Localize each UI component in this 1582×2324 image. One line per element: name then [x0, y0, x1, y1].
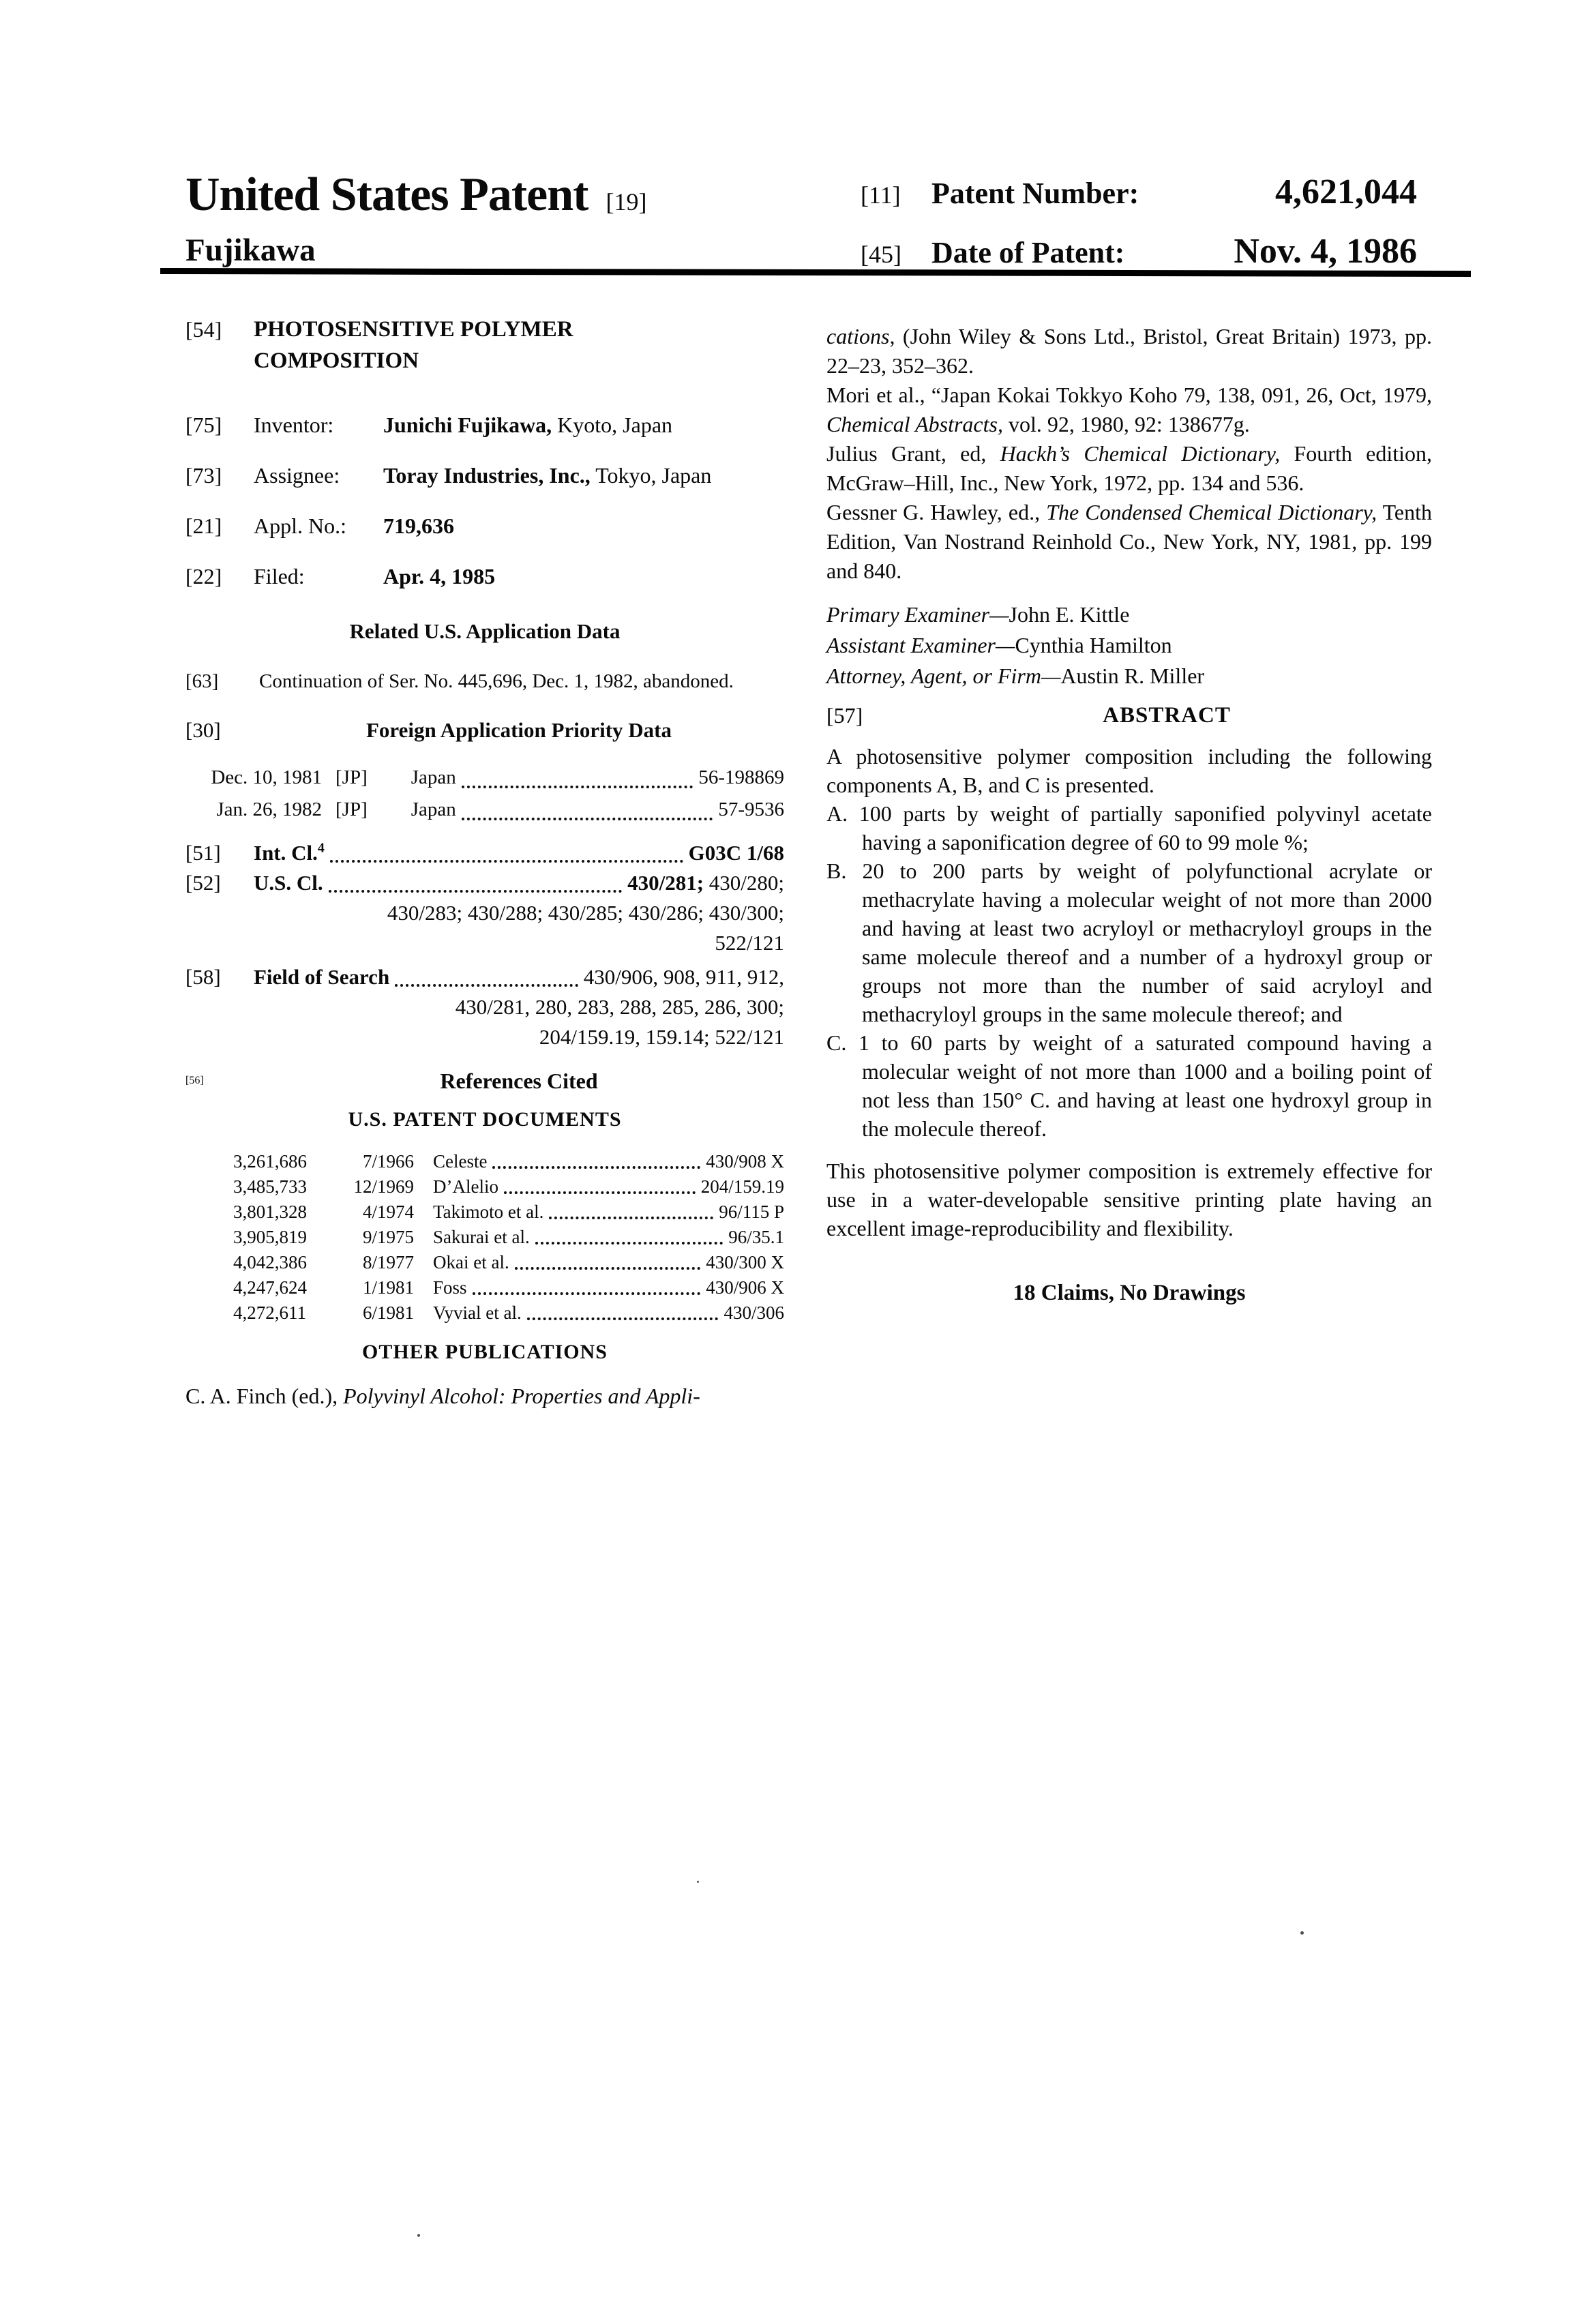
field-int-cl: [185, 838, 784, 868]
reference-row: [233, 1225, 784, 1250]
publication-paragraph: [826, 322, 1432, 381]
field-appl-no-value: 719,636: [383, 513, 454, 538]
publication-text: Julius Grant, ed,: [826, 441, 1000, 466]
examiner-name: Cynthia Hamilton: [1015, 633, 1172, 657]
ref-number: 4,247,624: [233, 1277, 307, 1298]
ref-number: 4,272,611: [233, 1302, 306, 1323]
us-cl-continuation-line: 522/121: [715, 931, 784, 955]
dot-leader: [504, 1191, 696, 1194]
attorney-label: Attorney, Agent, or Firm—: [826, 664, 1061, 688]
ref-date: 1/1981: [362, 1277, 414, 1298]
scan-speck: [1300, 1931, 1304, 1935]
patent-number-bracket: [11]: [861, 181, 901, 209]
ref-name: Vyvial et al.: [433, 1302, 522, 1323]
priority-date: Dec. 10, 1981: [211, 766, 322, 788]
field-filed-code: [22]: [185, 564, 222, 589]
abstract-item-a: A. 100 parts by weight of partially saponified polyvinyl acetate having a saponification degree of 60 to 99 mole %;: [826, 801, 1432, 854]
search-continuation-line: 204/159.19, 159.14; 522/121: [539, 1025, 784, 1049]
examiners-block: [826, 599, 1432, 691]
reference-row: [233, 1200, 784, 1225]
inventor-surname: Fujikawa: [185, 233, 316, 268]
field-continuation-code: [63]: [185, 670, 219, 692]
foreign-priority-heading: Foreign Application Priority Data: [365, 718, 672, 742]
priority-number: 56-198869: [698, 766, 784, 788]
us-cl-continuation: [185, 898, 784, 928]
abstract-item-c: C. 1 to 60 parts by weight of a saturated compound having a molecular weight of not more than 1000 and a boiling point of not less than 150° C. and having at least one hydroxyl group in the molecule thereof.: [826, 1030, 1432, 1141]
dot-leader: [395, 984, 578, 987]
dot-leader: [527, 1317, 719, 1320]
field-appl-no-code: [21]: [185, 513, 222, 538]
ref-class: 96/115 P: [719, 1202, 784, 1222]
publication-text: Gessner G. Hawley, ed.,: [826, 500, 1047, 524]
publication-paragraph: [826, 498, 1432, 586]
dot-leader: [462, 786, 693, 788]
ref-class: 204/159.19: [700, 1176, 784, 1197]
reference-row: [233, 1250, 784, 1275]
priority-country-code: [JP]: [335, 766, 368, 788]
search-continuation: [185, 1022, 784, 1052]
dot-leader: [462, 818, 713, 820]
date-value: Nov. 4, 1986: [1234, 232, 1417, 271]
finch-citation-title: Polyvinyl Alcohol: Properties and Appli-: [343, 1384, 700, 1408]
dot-leader: [535, 1242, 723, 1245]
field-inventor-label: Inventor:: [254, 413, 334, 437]
right-column: [826, 322, 1432, 1306]
abstract-intro: A photosensitive polymer composition including the following components A, B, and C is presented.: [826, 744, 1432, 797]
field-filed-label: Filed:: [254, 564, 305, 589]
ref-date: 7/1966: [362, 1151, 414, 1172]
inventor-name: Junichi Fujikawa,: [383, 413, 552, 437]
field-search-value: 430/906, 908, 911, 912,: [583, 965, 784, 989]
field-us-cl: [185, 868, 784, 898]
ref-number: 3,485,733: [233, 1176, 307, 1197]
publication-italic: cations,: [826, 324, 895, 348]
field-title-code: [54]: [185, 317, 222, 342]
priority-row: [185, 794, 784, 826]
ref-date: 4/1974: [362, 1202, 414, 1222]
dot-leader: [515, 1267, 701, 1270]
references-table: [185, 1149, 784, 1326]
field-us-cl-code: [52]: [185, 871, 221, 895]
attorney-line: [826, 661, 1432, 691]
primary-examiner-line: [826, 599, 1432, 630]
examiner-name: John E. Kittle: [1009, 602, 1130, 627]
ref-date: 8/1977: [362, 1252, 414, 1272]
ref-class: 430/306: [723, 1302, 784, 1323]
publication-text: Fourth edition, McGraw–Hill, Inc., New York, 1972, pp. 134 and 536.: [826, 441, 1433, 495]
references-code: [56]: [185, 1075, 204, 1086]
abstract-outro: This photosensitive polymer composition is extremely effective for use in a water-developable sensitive printing plate having an excellent image-reproducibility and flexibility.: [826, 1159, 1432, 1240]
priority-number: 57-9536: [718, 799, 784, 820]
ref-date: 9/1975: [362, 1227, 414, 1247]
reference-row: [233, 1174, 784, 1200]
publication-text: vol. 92, 1980, 92: 138677g.: [1002, 412, 1250, 436]
claims-line: 18 Claims, No Drawings: [1013, 1281, 1246, 1305]
publication-paragraph: [826, 439, 1432, 498]
foreign-priority-heading-row: [185, 717, 784, 744]
scan-speck: [697, 1881, 699, 1883]
us-cl-continuation: [185, 928, 784, 958]
field-filed: [185, 562, 784, 591]
publication-italic: The Condensed Chemical Dictionary,: [1046, 500, 1377, 524]
field-assignee-code: [73]: [185, 463, 222, 488]
field-assignee: [185, 461, 784, 490]
ref-name: Sakurai et al.: [433, 1227, 530, 1247]
patent-title-text: United States Patent: [185, 168, 588, 221]
ref-class: 430/908 X: [706, 1151, 784, 1172]
ref-number: 3,801,328: [233, 1202, 307, 1222]
publication-italic: Chemical Abstracts,: [826, 412, 1003, 436]
us-cl-label: U.S. Cl.: [254, 871, 323, 895]
publication-text: (John Wiley & Sons Ltd., Bristol, Great Britain) 1973, pp. 22–23, 352–362.: [826, 324, 1432, 378]
field-appl-no-label: Appl. No.:: [254, 513, 346, 538]
dot-leader: [330, 860, 683, 863]
field-assignee-label: Assignee:: [254, 463, 340, 488]
publication-text: Mori et al., “Japan Kokai Tokkyo Koho 79, 138, 091, 26, Oct, 1979,: [826, 383, 1432, 407]
field-inventor-code: [75]: [185, 413, 222, 437]
int-cl-label: Int. Cl.$^4$: [254, 840, 325, 865]
related-data-heading: Related U.S. Application Data: [349, 619, 621, 643]
int-cl-superscript: 4: [317, 840, 325, 856]
search-continuation-line: 430/281, 280, 283, 288, 285, 286, 300;: [455, 995, 784, 1019]
abstract-item-b: B. 20 to 200 parts by weight of polyfunctional acrylate or methacrylate having a molecular weight of not more than 2000 and having at least two acryloyl or methacryloyl groups in the same molecule thereof and a number of a hydroxyl group or groups not more than the number of said acryloyl and methacryloyl groups in the same molecule thereof; and: [826, 859, 1432, 1026]
field-continuation: [185, 668, 784, 695]
ref-name: Takimoto et al.: [433, 1202, 544, 1222]
us-cl-primary: 430/281;: [627, 871, 704, 895]
priority-date: Jan. 26, 1982: [216, 799, 322, 820]
ref-number: 3,261,686: [233, 1151, 307, 1172]
publication-paragraph: [826, 381, 1432, 439]
ref-number: 4,042,386: [233, 1252, 307, 1272]
dot-leader: [329, 890, 622, 893]
field-search-label: Field of Search: [254, 965, 390, 989]
abstract-code: [57]: [826, 703, 863, 728]
scan-speck: [417, 2234, 420, 2237]
abstract-body: [826, 742, 1432, 1242]
field-assignee-value: [383, 461, 784, 490]
priority-country: Japan: [411, 766, 456, 788]
search-continuation: [185, 992, 784, 1022]
field-search: [185, 962, 784, 992]
field-int-cl-code: [51]: [185, 841, 221, 865]
assignee-name: Toray Industries, Inc.,: [383, 463, 591, 488]
ref-class: 430/300 X: [706, 1252, 784, 1272]
examiner-label: Assistant Examiner—: [826, 633, 1015, 657]
dot-leader: [549, 1217, 713, 1219]
attorney-name: Austin R. Miller: [1060, 664, 1205, 688]
date-bracket: [45]: [861, 241, 901, 268]
dot-leader: [473, 1292, 701, 1295]
us-cl-continuation-line: 430/283; 430/288; 430/285; 430/286; 430/300;: [387, 901, 784, 925]
left-column: [185, 314, 784, 1411]
field-appl-no: [185, 511, 784, 540]
ref-date: 6/1981: [362, 1302, 414, 1323]
priority-country: Japan: [411, 799, 456, 820]
us-cl-secondary: 430/280;: [704, 871, 784, 895]
abstract-heading: ABSTRACT: [1103, 703, 1231, 728]
field-search-code: [58]: [185, 965, 221, 989]
kind-code: [19]: [606, 188, 647, 215]
ref-name: Okai et al.: [433, 1252, 509, 1272]
ref-class: 96/35.1: [728, 1227, 784, 1247]
dot-leader: [492, 1166, 700, 1169]
assignee-location: Tokyo, Japan: [590, 463, 712, 488]
inventor-location: Kyoto, Japan: [552, 413, 673, 437]
us-cl-value: [627, 868, 784, 898]
patent-number-value: 4,621,044: [1275, 173, 1417, 211]
finch-citation-author: C. A. Finch (ed.),: [185, 1384, 344, 1408]
field-inventor-value: [383, 411, 784, 439]
examiner-label: Primary Examiner—: [826, 602, 1009, 627]
foreign-priority-code: [30]: [185, 718, 221, 742]
patent-number-label: Patent Number:: [931, 177, 1139, 210]
patent-title: [185, 168, 646, 222]
ref-name: D’Alelio: [433, 1176, 498, 1197]
references-heading: References Cited: [440, 1069, 598, 1093]
reference-row: [233, 1300, 784, 1326]
us-patent-documents-heading: U.S. PATENT DOCUMENTS: [348, 1108, 622, 1131]
reference-row: [233, 1149, 784, 1174]
ref-class: 430/906 X: [706, 1277, 784, 1298]
publication-italic: Hackh’s Chemical Dictionary,: [1000, 441, 1281, 466]
ref-name: Celeste: [433, 1151, 488, 1172]
assistant-examiner-line: [826, 630, 1432, 661]
int-cl-value: G03C 1/68: [688, 841, 784, 865]
publication-text: Tenth Edition, Van Nostrand Reinhold Co., New York, NY, 1981, pp. 199 and 840.: [826, 500, 1432, 583]
priority-country-code: [JP]: [335, 799, 368, 820]
patent-number-row: [861, 172, 1417, 212]
field-title: [185, 314, 784, 376]
ref-date: 12/1969: [353, 1176, 414, 1197]
field-inventor: [185, 411, 784, 439]
date-label: Date of Patent:: [931, 236, 1125, 269]
references-heading-row: [185, 1066, 784, 1096]
invention-title: PHOTOSENSITIVE POLYMER COMPOSITION: [254, 317, 573, 373]
finch-citation: [185, 1382, 784, 1411]
date-of-patent-row: [861, 231, 1417, 271]
ref-name: Foss: [433, 1277, 467, 1298]
reference-row: [233, 1275, 784, 1300]
other-publications-heading: OTHER PUBLICATIONS: [361, 1341, 608, 1363]
ref-number: 3,905,819: [233, 1227, 307, 1247]
field-filed-value: Apr. 4, 1985: [383, 564, 496, 589]
abstract-heading-row: [826, 700, 1432, 731]
continuation-text: Continuation of Ser. No. 445,696, Dec. 1, 1982, abandoned.: [259, 670, 734, 692]
priority-row: [185, 762, 784, 794]
